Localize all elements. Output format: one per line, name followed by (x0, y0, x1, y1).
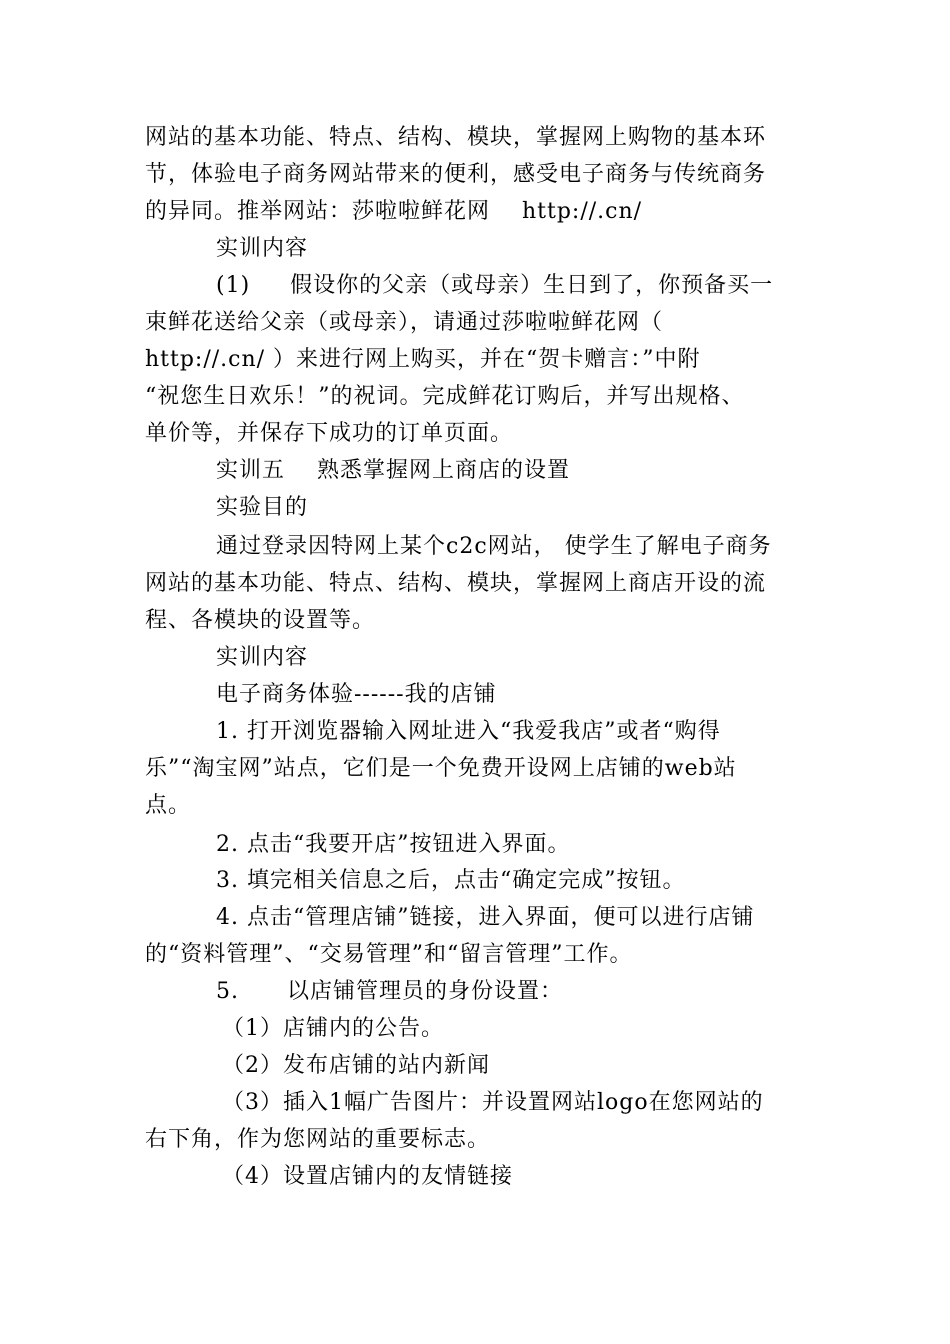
text-line: “祝您生日欢乐！”的祝词。完成鲜花订购后，并写出规格、 (145, 384, 745, 409)
section-heading: 电子商务体验------我的店铺 (216, 682, 497, 707)
section-heading: 实验目的 (216, 495, 309, 520)
list-item: 1. 打开浏览器输入网址进入“我爱我店”或者“购得 (216, 719, 721, 744)
sub-list-item: （2）发布店铺的站内新闻 (222, 1053, 490, 1078)
list-item: 5. 以店铺管理员的身份设置： (216, 979, 563, 1004)
text-line: 程、各模块的设置等。 (145, 608, 376, 633)
text-line: http://.cn/ ）来进行网上购买，并在“贺卡赠言：”中附 (145, 347, 701, 372)
list-item: 4. 点击“管理店铺”链接，进入界面，便可以进行店铺 (216, 905, 755, 930)
list-item: 2. 点击“我要开店”按钮进入界面。 (216, 832, 571, 857)
section-heading: 实训内容 (216, 645, 309, 670)
section-heading: 实训内容 (216, 236, 309, 261)
text-line: 乐”“淘宝网”站点，它们是一个免费开设网上店铺的web站 (145, 756, 737, 781)
text-line: 单价等，并保存下成功的订单页面。 (145, 421, 514, 446)
text-line: 点。 (145, 793, 192, 818)
sub-list-item: （3）插入1幅广告图片：并设置网站logo在您网站的 (222, 1090, 764, 1115)
text-line: 的“资料管理”、“交易管理”和“留言管理”工作。 (145, 942, 633, 967)
sub-list-item: （1）店铺内的公告。 (222, 1016, 444, 1041)
text-line: 节，体验电子商务网站带来的便利，感受电子商务与传统商务 (145, 162, 767, 187)
text-line: 的异同。推举网站：莎啦啦鲜花网 http://.cn/ (145, 199, 643, 224)
list-item: 3. 填完相关信息之后，点击“确定完成”按钮。 (216, 868, 686, 893)
text-line: 网站的基本功能、特点、结构、模块，掌握网上购物的基本环 (145, 125, 767, 150)
sub-list-item: （4）设置店铺内的友情链接 (222, 1164, 513, 1189)
text-line: 通过登录因特网上某个c2c网站， 使学生了解电子商务 (216, 534, 772, 559)
section-heading: 实训五 熟悉掌握网上商店的设置 (216, 458, 570, 483)
text-line: (1) 假设你的父亲（或母亲）生日到了，你预备买一 (216, 273, 774, 298)
text-line: 束鲜花送给父亲（或母亲），请通过莎啦啦鲜花网（ (145, 310, 664, 335)
text-line: 右下角，作为您网站的重要标志。 (145, 1127, 491, 1152)
text-line: 网站的基本功能、特点、结构、模块，掌握网上商店开设的流 (145, 571, 767, 596)
